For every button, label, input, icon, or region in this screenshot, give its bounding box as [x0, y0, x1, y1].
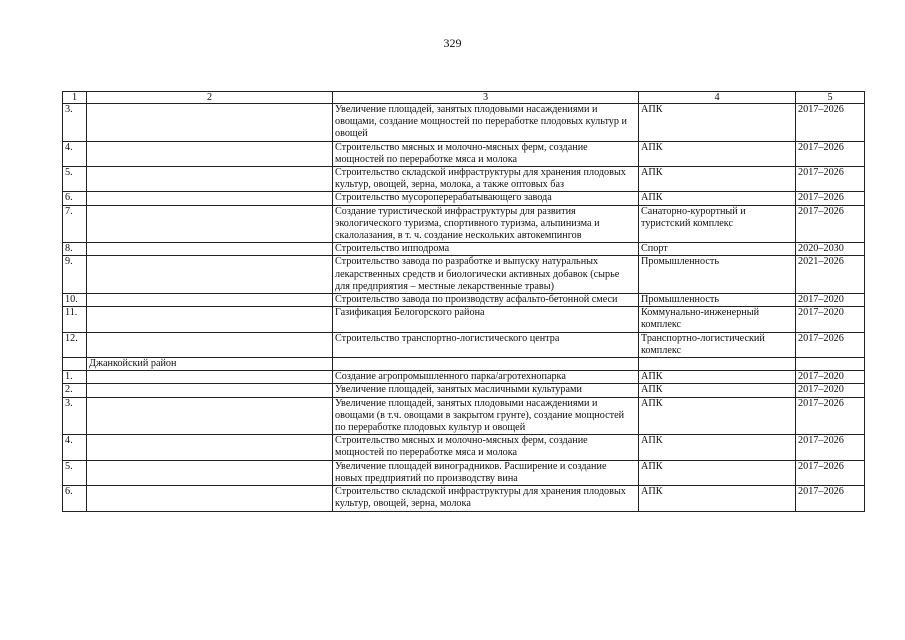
header-cell-3: 3	[333, 92, 639, 104]
activity-cell: Строительство мясных и молочно-мясных ферм, создание мощностей по переработке мяса и молока	[333, 435, 639, 460]
header-cell-1: 1	[63, 92, 87, 104]
table-row	[63, 384, 865, 397]
activity-cell: Строительство ипподрома	[333, 243, 639, 256]
row-number-cell: 12.	[63, 332, 87, 357]
row-number-cell: 9.	[63, 256, 87, 294]
row-number-cell: 2.	[63, 384, 87, 397]
activity-cell: Строительство завода по разработке и выпуску натуральных лекарственных средств и биологически активных добавок (сырье для предприятия – местные лекарственные травы)	[333, 256, 639, 294]
period-cell: 2017–2020	[796, 294, 865, 307]
activity-cell: Строительство складской инфраструктуры для хранения плодовых культур, овощей, зерна, молока	[333, 486, 639, 511]
region-cell	[87, 256, 333, 294]
row-number-cell: 8.	[63, 243, 87, 256]
measures-table	[62, 91, 865, 512]
row-number-cell: 1.	[63, 371, 87, 384]
row-number-cell: 4.	[63, 141, 87, 166]
region-cell	[87, 384, 333, 397]
row-number-cell: 5.	[63, 167, 87, 192]
sector-cell: Коммунально-инженерный комплекс	[639, 307, 796, 332]
table-body	[63, 92, 865, 512]
row-number-cell	[63, 358, 87, 371]
period-cell: 2017–2020	[796, 307, 865, 332]
table-header-row	[63, 92, 865, 104]
period-cell: 2017–2026	[796, 435, 865, 460]
sector-cell: Промышленность	[639, 294, 796, 307]
period-cell: 2017–2026	[796, 460, 865, 485]
region-cell	[87, 307, 333, 332]
row-number-cell: 3.	[63, 104, 87, 142]
sector-cell: Транспортно-логистический комплекс	[639, 332, 796, 357]
table-row	[63, 192, 865, 205]
header-cell-2: 2	[87, 92, 333, 104]
table-row	[63, 332, 865, 357]
table-row	[63, 294, 865, 307]
sector-cell: АПК	[639, 192, 796, 205]
period-cell: 2017–2026	[796, 486, 865, 511]
activity-cell: Увеличение площадей виноградников. Расширение и создание новых предприятий по производству вина	[333, 460, 639, 485]
period-cell: 2017–2026	[796, 192, 865, 205]
table-row	[63, 397, 865, 435]
row-number-cell: 11.	[63, 307, 87, 332]
row-number-cell: 7.	[63, 205, 87, 243]
activity-cell: Увеличение площадей, занятых плодовыми насаждениями и овощами (в т.ч. овощами в закрытом грунте), создание мощностей по переработке плодовых культур и овощей	[333, 397, 639, 435]
sector-cell: АПК	[639, 104, 796, 142]
sector-cell: АПК	[639, 435, 796, 460]
region-cell	[87, 243, 333, 256]
activity-cell: Строительство мясных и молочно-мясных ферм, создание мощностей по переработке мяса и молока	[333, 141, 639, 166]
row-number-cell: 3.	[63, 397, 87, 435]
region-cell	[87, 435, 333, 460]
row-number-cell: 10.	[63, 294, 87, 307]
activity-cell: Строительство транспортно-логистического центра	[333, 332, 639, 357]
sector-cell: АПК	[639, 167, 796, 192]
region-cell	[87, 460, 333, 485]
sector-cell: АПК	[639, 460, 796, 485]
activity-cell: Увеличение площадей, занятых масличными культурами	[333, 384, 639, 397]
table-row	[63, 486, 865, 511]
table-row	[63, 371, 865, 384]
period-cell: 2017–2020	[796, 371, 865, 384]
sector-cell: АПК	[639, 141, 796, 166]
activity-cell: Создание агропромышленного парка/агротехнопарка	[333, 371, 639, 384]
sector-cell: АПК	[639, 371, 796, 384]
activity-cell	[333, 358, 639, 371]
header-cell-5: 5	[796, 92, 865, 104]
sector-cell: АПК	[639, 397, 796, 435]
row-number-cell: 6.	[63, 192, 87, 205]
sector-cell: АПК	[639, 486, 796, 511]
region-cell	[87, 397, 333, 435]
table-row	[63, 243, 865, 256]
region-cell	[87, 205, 333, 243]
period-cell: 2017–2026	[796, 167, 865, 192]
table-row	[63, 256, 865, 294]
activity-cell: Строительство завода по производству асфальто-бетонной смеси	[333, 294, 639, 307]
activity-cell: Газификация Белогорского района	[333, 307, 639, 332]
row-number-cell: 4.	[63, 435, 87, 460]
sector-cell: Спорт	[639, 243, 796, 256]
region-cell	[87, 332, 333, 357]
period-cell: 2017–2026	[796, 104, 865, 142]
period-cell: 2021–2026	[796, 256, 865, 294]
sector-cell	[639, 358, 796, 371]
page-number: 329	[443, 36, 462, 50]
region-cell	[87, 192, 333, 205]
region-cell	[87, 371, 333, 384]
sector-cell: Санаторно-курортный и туристский комплекс	[639, 205, 796, 243]
table-row	[63, 460, 865, 485]
sector-cell: Промышленность	[639, 256, 796, 294]
period-cell: 2017–2026	[796, 141, 865, 166]
header-cell-4: 4	[639, 92, 796, 104]
region-cell	[87, 486, 333, 511]
table-row	[63, 104, 865, 142]
period-cell: 2017–2026	[796, 397, 865, 435]
table-row	[63, 141, 865, 166]
region-cell	[87, 167, 333, 192]
activity-cell: Увеличение площадей, занятых плодовыми насаждениями и овощами, создание мощностей по переработке плодовых культур и овощей	[333, 104, 639, 142]
region-cell	[87, 294, 333, 307]
period-cell: 2017–2020	[796, 384, 865, 397]
table-row	[63, 167, 865, 192]
sector-cell: АПК	[639, 384, 796, 397]
table-row	[63, 435, 865, 460]
activity-cell: Строительство мусороперерабатывающего завода	[333, 192, 639, 205]
table-row	[63, 307, 865, 332]
region-cell: Джанкойский район	[87, 358, 333, 371]
period-cell: 2020–2030	[796, 243, 865, 256]
activity-cell: Создание туристической инфраструктуры для развития экологического туризма, спортивного туризма, альпинизма и скалолазания, в т. ч. создание нескольких автокемпингов	[333, 205, 639, 243]
period-cell: 2017–2026	[796, 205, 865, 243]
table-row	[63, 205, 865, 243]
row-number-cell: 6.	[63, 486, 87, 511]
activity-cell: Строительство складской инфраструктуры для хранения плодовых культур, овощей, зерна, молока, а также оптовых баз	[333, 167, 639, 192]
row-number-cell: 5.	[63, 460, 87, 485]
period-cell: 2017–2026	[796, 332, 865, 357]
region-cell	[87, 141, 333, 166]
period-cell	[796, 358, 865, 371]
table-row	[63, 358, 865, 371]
region-cell	[87, 104, 333, 142]
